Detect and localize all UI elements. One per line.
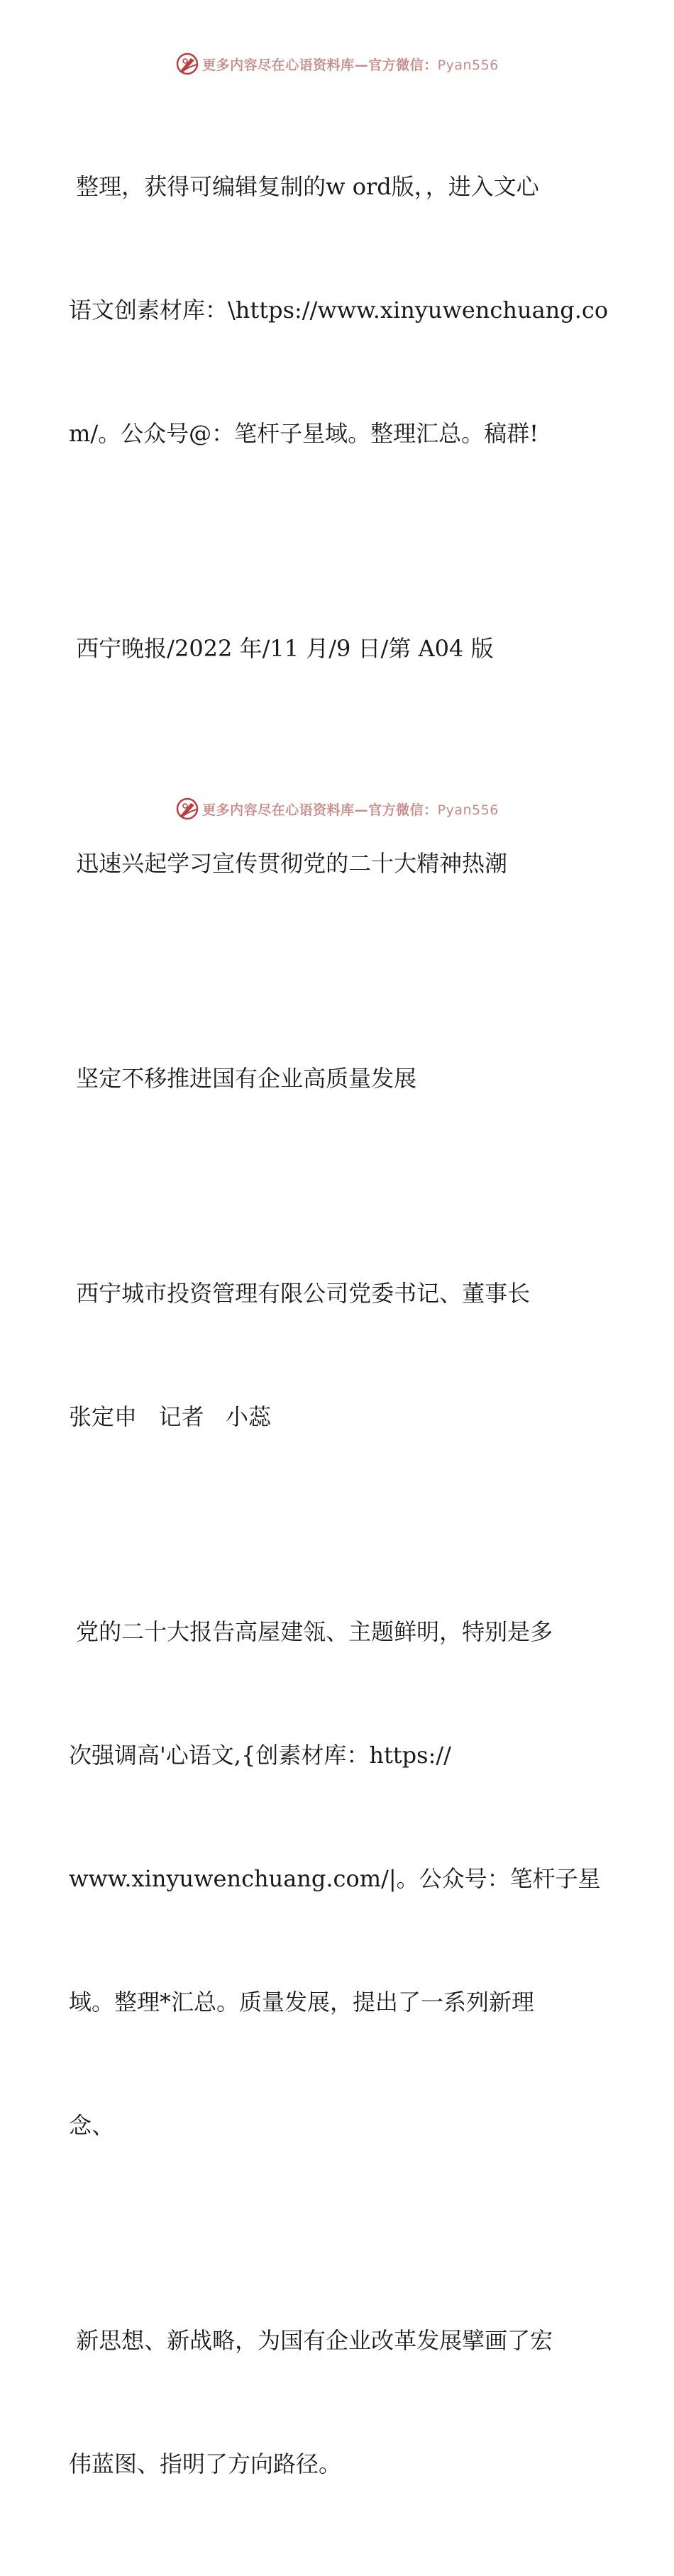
paragraph-body-1 bbox=[0, 1529, 674, 2228]
banner-slogan: 更多内容尽在心语资料库—官方微信： bbox=[202, 57, 438, 73]
document-body bbox=[0, 84, 674, 2576]
text-line: 张定申 记者 小蕊 bbox=[69, 1403, 272, 1430]
text-line: 西宁晚报/2022 年/11 月/9 日/第 A04 版 bbox=[69, 635, 494, 662]
quill-pen-logo-icon bbox=[175, 52, 199, 76]
quill-pen-logo-icon bbox=[175, 797, 199, 821]
paragraph-byline bbox=[0, 1190, 674, 1520]
text-line: 念、 bbox=[69, 2112, 115, 2139]
text-line: 域。整理*汇总。质量发展，提出了一系列新理 bbox=[69, 1989, 535, 2016]
footer-watermark-banner bbox=[0, 795, 674, 823]
paragraph-headline bbox=[0, 761, 674, 966]
text-line: 新思想、新战略，为国有企业改革发展擘画了宏 bbox=[69, 2327, 553, 2354]
text-line: www.xinyuwenchuang.com/|。公众号：笔杆子星 bbox=[69, 1865, 601, 1892]
paragraph-source bbox=[0, 546, 674, 751]
text-line: 语文创素材库：\https://www.xinyuwenchuang.co bbox=[69, 297, 609, 324]
paragraph-body-2 bbox=[0, 2238, 674, 2567]
header-watermark-banner bbox=[0, 50, 674, 78]
text-line: 整理，获得可编辑复制的w ord版，，进入文心 bbox=[69, 173, 539, 200]
banner-slogan: 更多内容尽在心语资料库—官方微信： bbox=[202, 802, 438, 818]
banner-account: Pyan556 bbox=[437, 57, 499, 73]
text-line: 党的二十大报告高屋建瓴、主题鲜明，特别是多 bbox=[69, 1618, 553, 1645]
text-line: 坚定不移推进国有企业高质量发展 bbox=[69, 1065, 417, 1092]
banner-text bbox=[202, 55, 499, 74]
text-line: m/。公众号@：笔杆子星域。整理汇总。稿群! bbox=[69, 420, 538, 447]
banner-account: Pyan556 bbox=[437, 802, 499, 818]
text-line: 迅速兴起学习宣传贯彻党的二十大精神热潮 bbox=[69, 850, 508, 877]
banner-text bbox=[202, 800, 499, 819]
text-line: 伟蓝图、指明了方向路径。 bbox=[69, 2450, 342, 2477]
text-line: 西宁城市投资管理有限公司党委书记、董事长 bbox=[69, 1280, 531, 1307]
paragraph-subheadline bbox=[0, 975, 674, 1181]
paragraph-intro bbox=[0, 84, 674, 536]
text-line: 次强调高'心语文,{创素材库：https:// bbox=[69, 1742, 451, 1769]
